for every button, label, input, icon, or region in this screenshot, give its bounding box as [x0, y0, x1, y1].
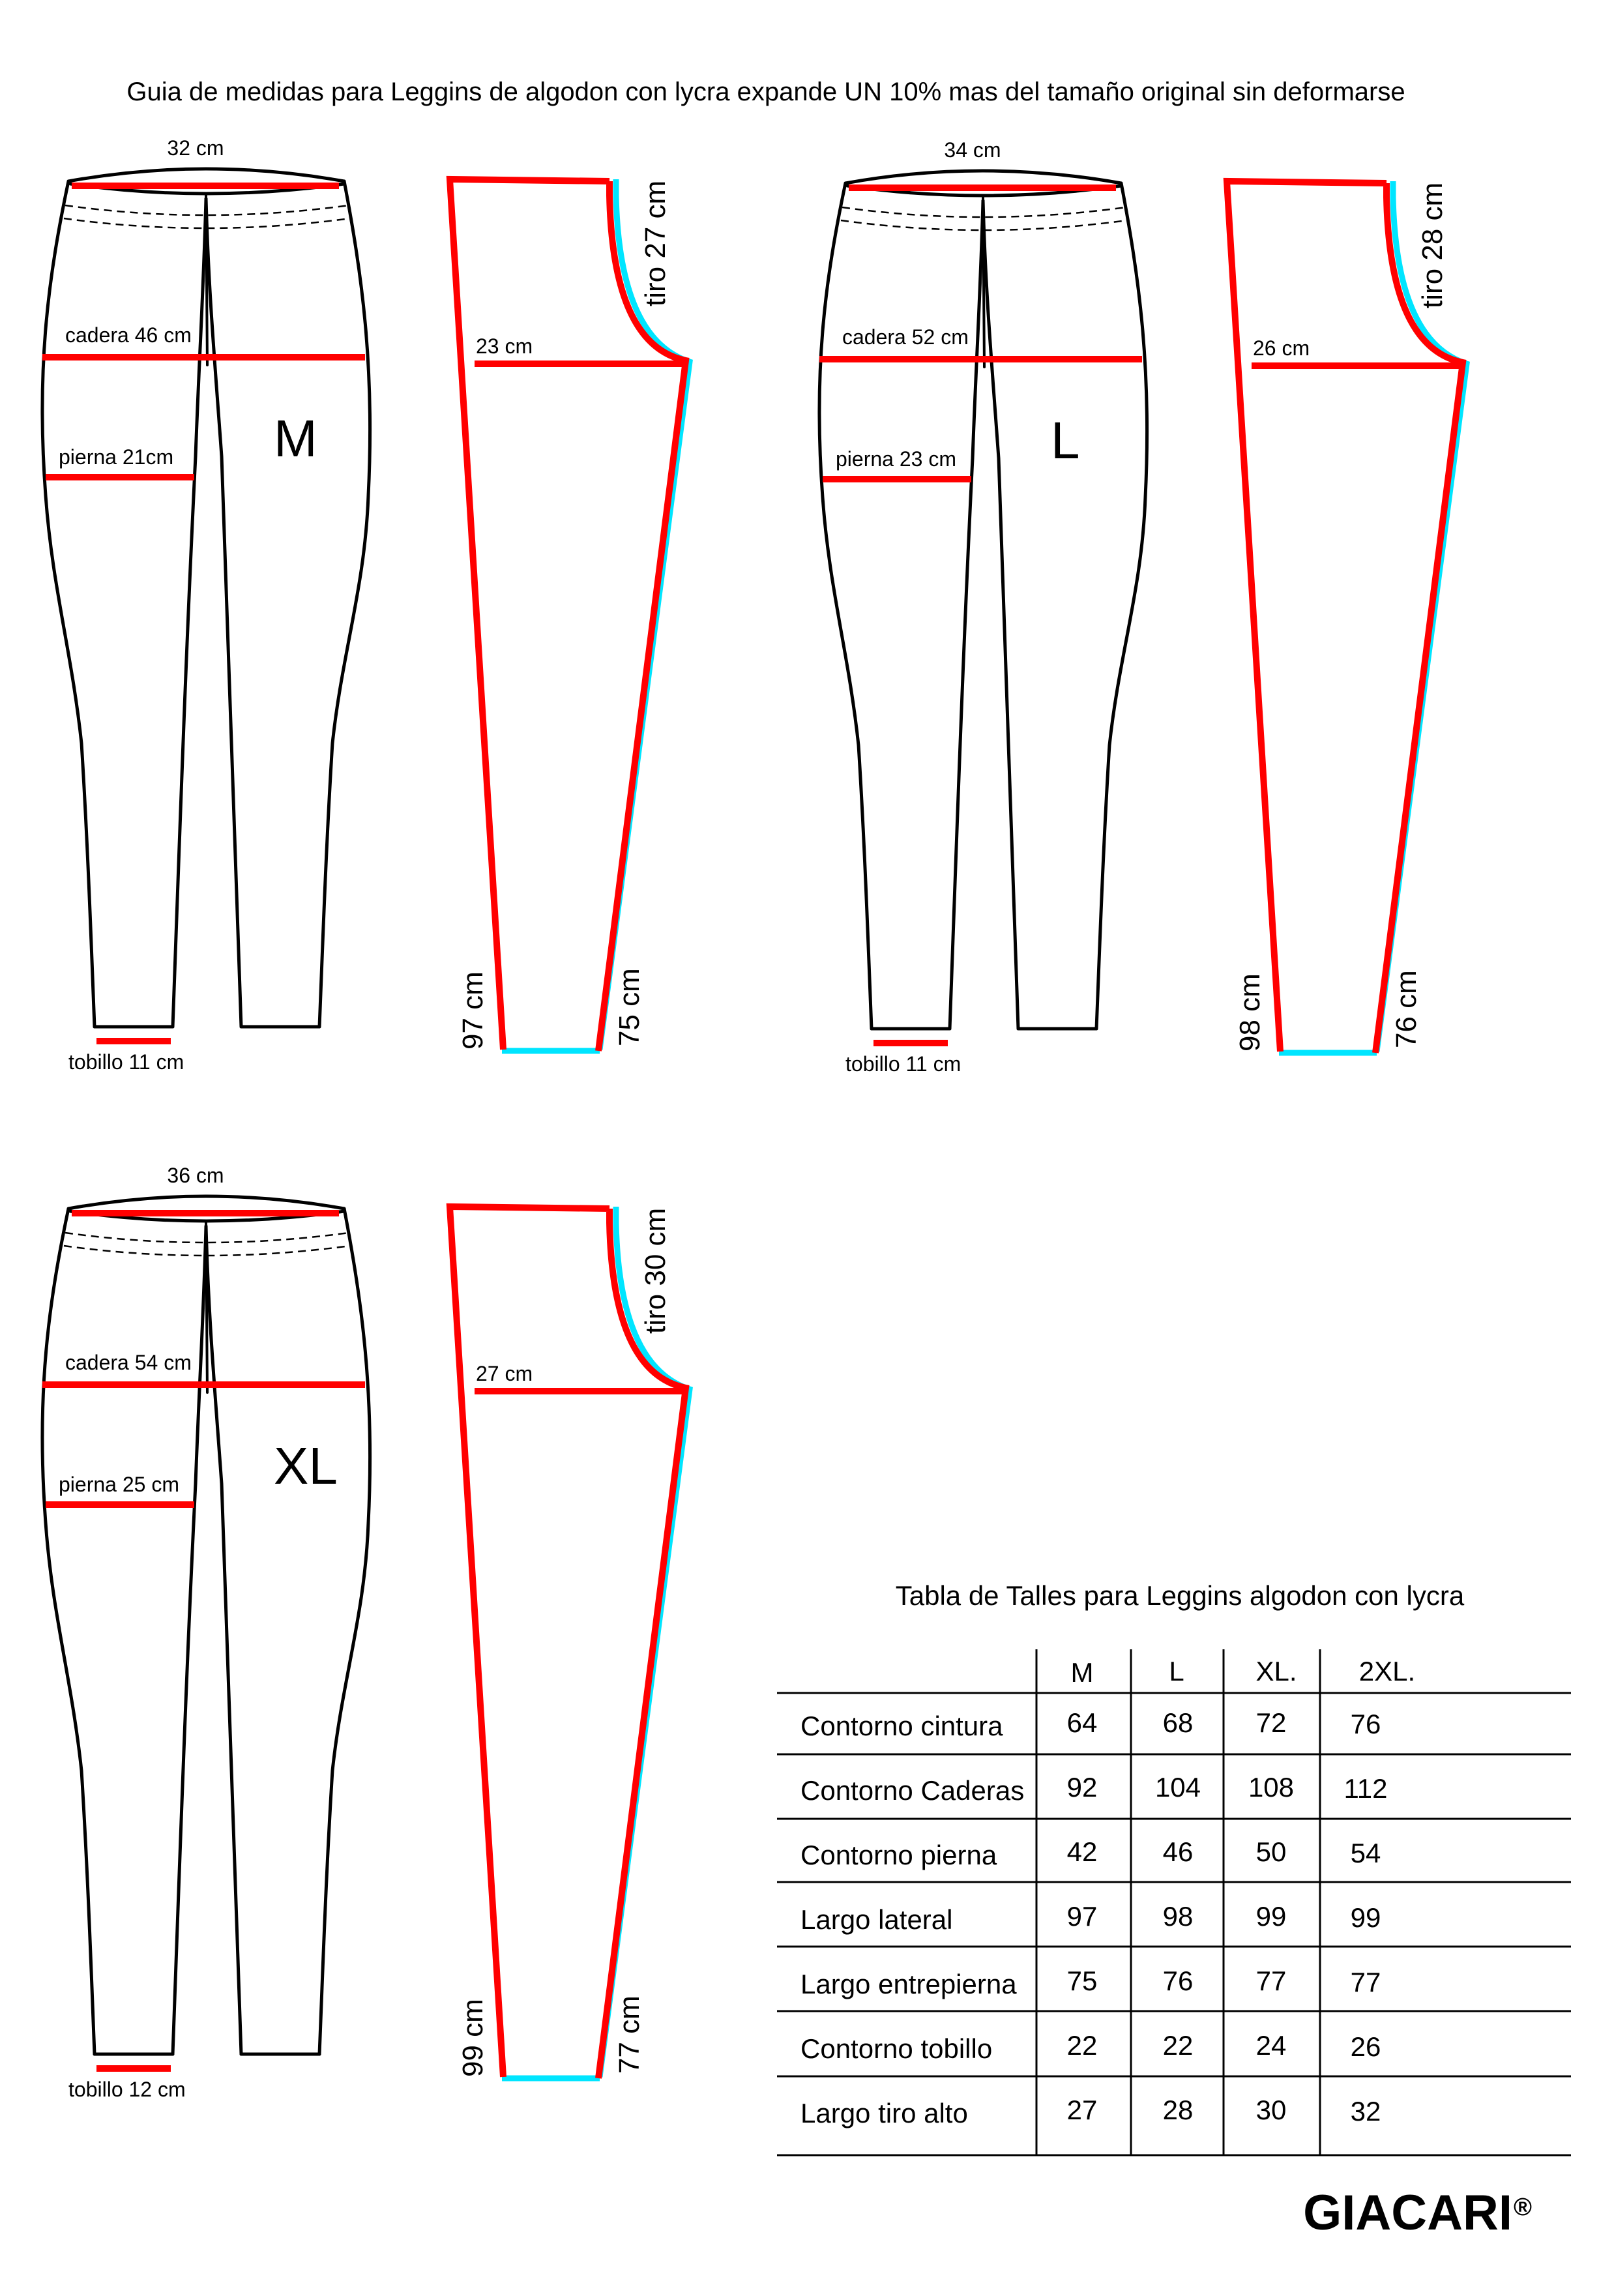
hip-label: cadera 46 cm: [65, 323, 192, 347]
size-m-group: [42, 136, 690, 1074]
size-l-group: [819, 138, 1467, 1076]
waist-label: 36 cm: [167, 1164, 224, 1187]
center-seam: [983, 198, 984, 367]
leggings-outer-left: [42, 181, 95, 1027]
leggings-outer-right: [1096, 183, 1147, 1029]
center-seam: [206, 1223, 207, 1392]
leggings-outer-right: [319, 181, 370, 1027]
table-cell: 30: [1255, 2095, 1287, 2125]
leggings-inner-right: [206, 1226, 241, 2054]
page-title: Guia de medidas para Leggins de algodon con lycra expande UN 10% mas del tamaño original sin deformarse: [126, 78, 1405, 106]
table-row-label: Contorno pierna: [800, 1840, 997, 1870]
hip-half-label: 23 cm: [476, 334, 533, 358]
table-cell: 97: [1066, 1901, 1098, 1932]
leggings-front-drawing: [42, 1196, 370, 2054]
leggings-front-drawing: [42, 169, 370, 1027]
table-row-label: Largo lateral: [800, 1904, 953, 1935]
table-col-header-xl: XL.: [1255, 1656, 1297, 1686]
table-col-header-m: M: [1070, 1657, 1094, 1688]
table-row-label: Contorno tobillo: [800, 2033, 993, 2064]
hip-label: cadera 54 cm: [65, 1351, 192, 1374]
table-row-label: Largo entrepierna: [800, 1969, 1017, 1999]
size-table: [777, 1580, 1571, 2155]
table-cell: 22: [1066, 2030, 1098, 2061]
table-cell: 32: [1350, 2096, 1381, 2127]
table-cell: 75: [1066, 1965, 1098, 1996]
table-row-label: Largo tiro alto: [800, 2098, 968, 2128]
table-cell: 50: [1255, 1836, 1287, 1867]
side-length-label: 97 cm: [457, 971, 489, 1050]
size-letter: XL: [274, 1437, 338, 1495]
pattern-piece: [450, 1207, 690, 2078]
hip-half-label: 27 cm: [476, 1362, 533, 1385]
pattern-outline: [1227, 181, 1463, 1053]
table-cell: 98: [1162, 1901, 1194, 1932]
leg-label: pierna 25 cm: [59, 1473, 179, 1496]
waistband-top: [68, 169, 344, 181]
table-cell: 77: [1255, 1965, 1287, 1996]
pattern-outline: [450, 1207, 686, 2078]
waistband-top: [68, 1196, 344, 1209]
inseam-label: 76 cm: [1390, 970, 1422, 1048]
hip-label: cadera 52 cm: [842, 325, 969, 349]
pattern-outline: [450, 179, 686, 1051]
table-cell: 68: [1162, 1707, 1194, 1738]
table-cell: 27: [1066, 2095, 1098, 2125]
pattern-piece: [450, 179, 690, 1051]
table-cell: 108: [1248, 1772, 1295, 1803]
pattern-piece: [1227, 181, 1467, 1053]
ankle-label: tobillo 12 cm: [68, 2078, 186, 2101]
table-cell: 54: [1350, 1838, 1381, 1868]
registered-mark: ®: [1514, 2194, 1532, 2221]
side-length-label: 99 cm: [457, 1999, 489, 2077]
inseam-label: 77 cm: [613, 1995, 645, 2074]
hip-half-label: 26 cm: [1253, 336, 1310, 360]
table-row-label: Contorno cintura: [800, 1711, 1003, 1741]
leggings-inner-right: [206, 199, 241, 1027]
table-col-header-l: L: [1169, 1656, 1184, 1686]
table-cell: 76: [1162, 1965, 1194, 1996]
leggings-outer-left: [819, 183, 872, 1029]
size-letter: L: [1051, 411, 1080, 469]
waistband-top: [845, 171, 1121, 183]
size-letter: M: [274, 409, 317, 467]
rise-label: tiro 28 cm: [1416, 182, 1448, 308]
table-cell: 28: [1162, 2095, 1194, 2125]
side-length-label: 98 cm: [1234, 973, 1266, 1052]
brand-name: GIACARI: [1303, 2185, 1512, 2241]
leggings-outer-right: [319, 1209, 370, 2054]
leg-label: pierna 21cm: [59, 445, 174, 469]
waist-label: 34 cm: [944, 138, 1001, 162]
leggings-inner-right: [983, 201, 1018, 1029]
table-cell: 22: [1162, 2030, 1194, 2061]
table-cell: 104: [1154, 1772, 1201, 1803]
waist-label: 32 cm: [167, 136, 224, 160]
rise-label: tiro 27 cm: [639, 180, 671, 306]
leggings-outer-left: [42, 1209, 95, 2054]
table-cell: 64: [1066, 1707, 1098, 1738]
size-xl-group: [42, 1164, 690, 2101]
brand-logo: [1303, 2185, 1532, 2241]
leggings-front-drawing: [819, 171, 1147, 1029]
table-col-header-2xl: 2XL.: [1358, 1656, 1416, 1686]
table-title: Tabla de Talles para Leggins algodon con lycra: [895, 1580, 1465, 1611]
table-cell: 112: [1343, 1773, 1388, 1804]
table-cell: 99: [1350, 1902, 1381, 1933]
table-cell: 76: [1350, 1709, 1381, 1739]
center-seam: [206, 196, 207, 365]
table-cell: 77: [1350, 1967, 1381, 1997]
table-row-label: Contorno Caderas: [800, 1775, 1025, 1806]
table-cell: 26: [1350, 2031, 1381, 2062]
table-cell: 99: [1255, 1901, 1287, 1932]
rise-label: tiro 30 cm: [639, 1207, 671, 1334]
table-cell: 42: [1066, 1836, 1098, 1867]
ankle-label: tobillo 11 cm: [845, 1052, 961, 1076]
leg-label: pierna 23 cm: [836, 447, 956, 471]
table-cell: 92: [1066, 1772, 1098, 1803]
table-cell: 72: [1255, 1707, 1287, 1738]
table-cell: 46: [1162, 1836, 1194, 1867]
inseam-label: 75 cm: [613, 968, 645, 1046]
ankle-label: tobillo 11 cm: [68, 1050, 184, 1074]
table-cell: 24: [1255, 2030, 1287, 2061]
